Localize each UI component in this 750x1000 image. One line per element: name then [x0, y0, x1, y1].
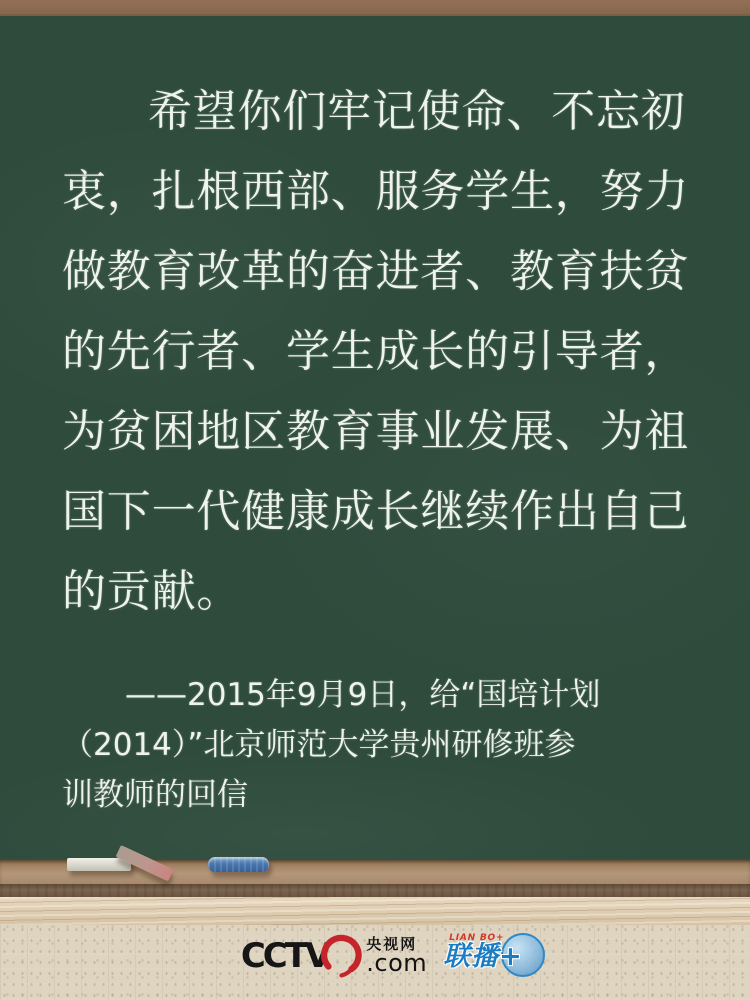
- cctv-text-stack: [366, 935, 428, 978]
- footer-logos: [0, 928, 750, 984]
- cctv-swirl-icon: [319, 932, 365, 978]
- quote-line: 做教育改革的奋进者、教育扶贫: [62, 246, 690, 297]
- quote-text: [62, 72, 702, 632]
- lianbo-label: 联播+: [443, 941, 523, 972]
- attribution-text: [62, 670, 712, 820]
- quote-line: 的贡献。: [62, 566, 242, 617]
- blue-eraser-icon: [208, 857, 269, 872]
- quote-line: 为贫困地区教育事业发展、为祖: [62, 406, 690, 457]
- cctv-wordmark: CCTV: [240, 936, 329, 976]
- attribution-line: ——2015年9月9日，给“国培计划: [125, 677, 601, 713]
- chalkboard: [0, 16, 750, 859]
- quote-line: 衷，扎根西部、服务学生，努力: [62, 166, 690, 217]
- lianbo-plus-logo: [443, 930, 545, 982]
- quote-line: 国下一代健康成长继续作出自己: [62, 486, 690, 537]
- attribution-line: 训教师的回信: [62, 777, 248, 813]
- chalk-tray-edge: [0, 884, 750, 897]
- lianbo-en-label: LIAN BO+: [449, 933, 505, 943]
- quote-line: 希望你们牢记使命、不忘初: [148, 86, 686, 137]
- cctv-domain: .com: [366, 949, 428, 978]
- cctv-logo: [241, 934, 427, 978]
- quote-line: 的先行者、学生成长的引导者，: [62, 326, 690, 377]
- wood-frame: [0, 897, 750, 925]
- cctv-site-name: 央视网: [366, 935, 418, 954]
- attribution-line: （2014）”北京师范大学贵州研修班参: [62, 727, 576, 763]
- wall-trim: [0, 0, 750, 16]
